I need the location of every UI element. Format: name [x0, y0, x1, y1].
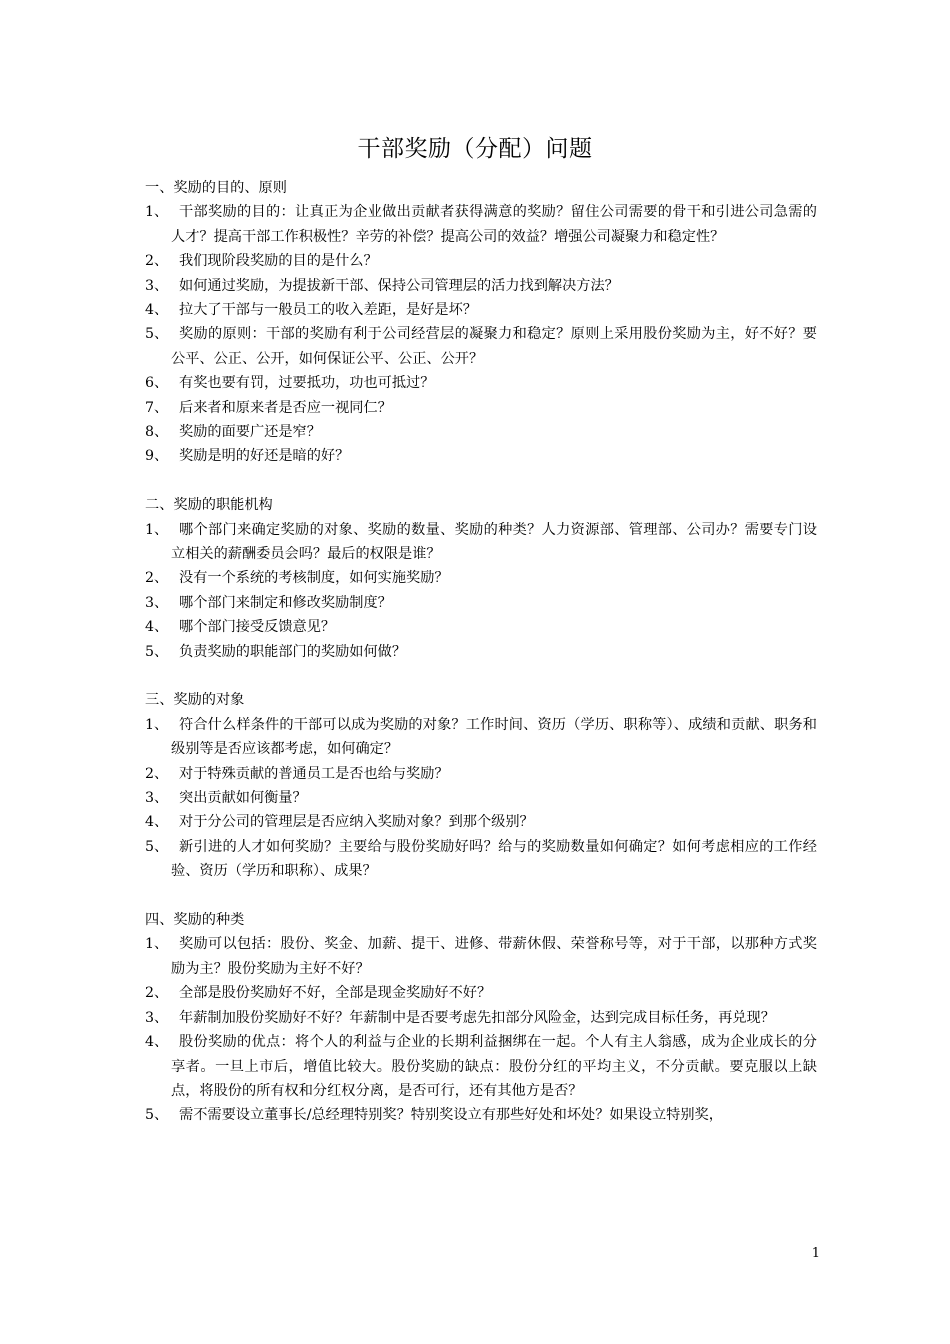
list-item-text: 股份奖励的优点：将个人的利益与企业的长期利益捆绑在一起。个人有主人翁感，成为企业成长的分享者。一旦上市后，增值比较大。股份奖励的缺点：股份分红的平均主义，不分贡献。要克服以上缺点，将股份的所有权和分红权分离，是否可行，还有其他方是否？ — [171, 1034, 817, 1099]
page-number: 1 — [811, 1246, 820, 1261]
list-item — [145, 615, 817, 639]
list-item-text: 需不需要设立董事长/总经理特别奖？特别奖设立有那些好处和坏处？如果设立特别奖， — [179, 1107, 723, 1124]
list-item-number: 1、 — [145, 716, 169, 733]
list-item-text: 奖励的原则：干部的奖励有利于公司经营层的凝聚力和稳定？原则上采用股份奖励为主，好不好？要公平、公正、公开，如何保证公平、公正、公开？ — [171, 326, 817, 367]
list-item — [145, 1103, 817, 1127]
section-gap — [145, 469, 817, 493]
list-item — [145, 1030, 817, 1103]
list-item-number: 1、 — [145, 521, 169, 538]
list-item-number: 8、 — [145, 424, 169, 441]
list-item — [145, 566, 817, 590]
list-item-text: 对于特殊贡献的普通员工是否也给与奖励？ — [179, 765, 449, 782]
document-body — [145, 176, 817, 1128]
list-item-number: 5、 — [145, 643, 169, 660]
list-item-number: 5、 — [145, 326, 169, 343]
list-item-number: 1、 — [145, 936, 169, 953]
list-item-text: 奖励的面要广还是窄？ — [179, 424, 321, 441]
list-item — [145, 274, 817, 298]
list-item-text: 新引进的人才如何奖励？主要给与股份奖励好吗？给与的奖励数量如何确定？如何考虑相应的工作经验、资历（学历和职称）、成果？ — [171, 838, 817, 880]
list-item — [145, 200, 817, 249]
list-item-number: 2、 — [145, 765, 169, 782]
list-item — [145, 640, 817, 664]
list-item-number: 4、 — [145, 1034, 169, 1051]
list-item-text: 奖励是明的好还是暗的好？ — [179, 448, 350, 465]
list-item-number: 1、 — [145, 204, 169, 221]
list-item-number: 3、 — [145, 277, 169, 294]
list-item-text: 后来者和原来者是否应一视同仁？ — [179, 399, 392, 416]
list-item-number: 3、 — [145, 1009, 169, 1026]
list-item-number: 4、 — [145, 814, 169, 831]
list-item-number: 9、 — [145, 448, 169, 465]
list-item — [145, 322, 817, 371]
list-item-number: 2、 — [145, 570, 169, 587]
list-item-text: 对于分公司的管理层是否应纳入奖励对象？到那个级别？ — [179, 814, 534, 831]
list-item-number: 3、 — [145, 594, 169, 611]
list-item-text: 干部奖励的目的：让真正为企业做出贡献者获得满意的奖励？留住公司需要的骨干和引进公司急需的人才？提高干部工作积极性？辛劳的补偿？提高公司的效益？增强公司凝聚力和稳定性？ — [171, 204, 817, 245]
section-heading: 三、奖励的对象 — [145, 692, 245, 709]
list-item-number: 5、 — [145, 838, 169, 855]
list-item-text: 有奖也要有罚，过要抵功，功也可抵过？ — [179, 375, 435, 392]
list-item-text: 哪个部门来确定奖励的对象、奖励的数量、奖励的种类？人力资源部、管理部、公司办？需要专门设立相关的薪酬委员会吗？最后的权限是谁？ — [171, 521, 817, 563]
list-item — [145, 396, 817, 420]
list-item — [145, 810, 817, 834]
list-item-text: 奖励可以包括：股份、奖金、加薪、提干、进修、带薪休假、荣誉称号等，对于干部，以那种方式奖励为主？股份奖励为主好不好？ — [171, 936, 817, 977]
list-item — [145, 444, 817, 468]
list-item — [145, 518, 817, 567]
list-item — [145, 298, 817, 322]
list-item — [145, 591, 817, 615]
list-item-text: 如何通过奖励，为提拔新干部、保持公司管理层的活力找到解决方法？ — [179, 277, 619, 294]
list-item-text: 突出贡献如何衡量？ — [179, 790, 307, 807]
document-title: 干部奖励（分配）问题 — [357, 136, 593, 162]
list-item-text: 我们现阶段奖励的目的是什么？ — [179, 253, 378, 270]
list-item-number: 2、 — [145, 985, 169, 1002]
list-item-text: 哪个部门来制定和修改奖励制度？ — [179, 594, 392, 611]
list-item — [145, 420, 817, 444]
list-item — [145, 932, 817, 981]
list-item — [145, 713, 817, 762]
list-item-text: 哪个部门接受反馈意见？ — [179, 619, 336, 636]
list-item-text: 没有一个系统的考核制度，如何实施奖励？ — [179, 570, 449, 587]
list-item-number: 4、 — [145, 619, 169, 636]
list-item-text: 符合什么样条件的干部可以成为奖励的对象？工作时间、资历（学历、职称等）、成绩和贡献、职务和级别等是否应该都考虑，如何确定？ — [171, 716, 817, 758]
section-heading: 四、奖励的种类 — [145, 912, 245, 929]
list-item-number: 7、 — [145, 399, 169, 416]
list-item-number: 5、 — [145, 1107, 169, 1124]
list-item — [145, 249, 817, 273]
list-item — [145, 981, 817, 1005]
list-item-text: 拉大了干部与一般员工的收入差距，是好是坏？ — [179, 302, 477, 319]
section-gap — [145, 664, 817, 688]
list-item — [145, 786, 817, 810]
list-item-number: 3、 — [145, 790, 169, 807]
list-item — [145, 762, 817, 786]
list-item-text: 全部是股份奖励好不好，全部是现金奖励好不好？ — [179, 985, 492, 1002]
section-heading: 一、奖励的目的、原则 — [145, 180, 287, 196]
list-item-text: 年薪制加股份奖励好不好？年薪制中是否要考虑先扣部分风险金，达到完成目标任务，再兑现？ — [179, 1009, 775, 1026]
section-heading: 二、奖励的职能机构 — [145, 497, 273, 514]
list-item — [145, 835, 817, 884]
list-item-number: 4、 — [145, 302, 169, 319]
list-item — [145, 371, 817, 395]
list-item-number: 2、 — [145, 253, 169, 270]
list-item-number: 6、 — [145, 375, 169, 392]
list-item-text: 负责奖励的职能部门的奖励如何做？ — [179, 643, 407, 660]
section-gap — [145, 884, 817, 908]
list-item — [145, 1006, 817, 1030]
